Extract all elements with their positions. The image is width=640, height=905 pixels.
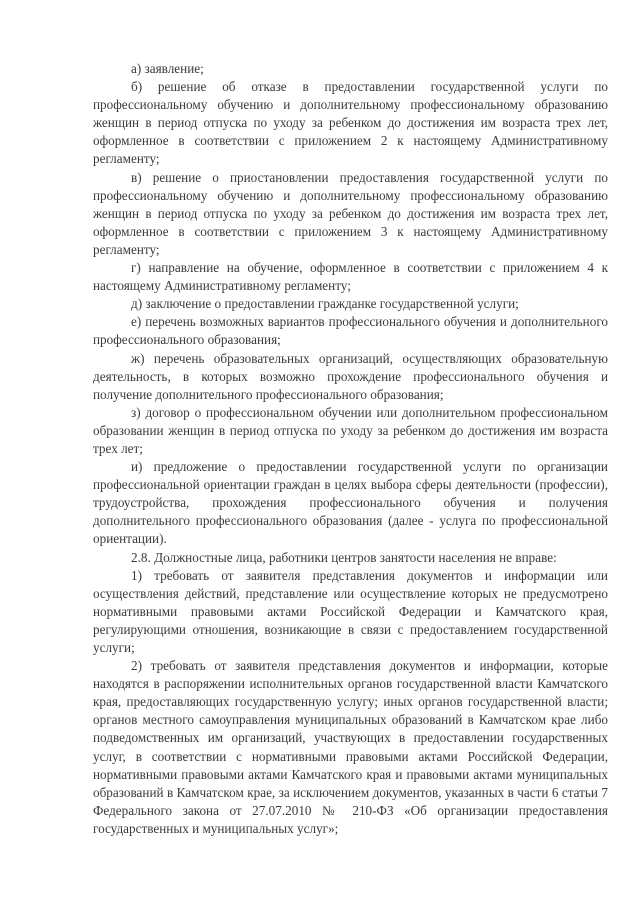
item-v-suspension-decision: в) решение о приостановлении предоставления государственной услуги по профессиональному обучению и дополнительному профессиональному образованию женщин в период отпуска по уходу за ребенком до достижения им возраста трех лет, оформленное в соответствии с приложением 3 к настоящему Административному регламенту; (93, 169, 608, 257)
item-z-training-contract: з) договор о профессиональном обучении или дополнительном профессиональном образовании женщин в период отпуска по уходу за ребенком до достижения им возраста трех лет; (93, 404, 608, 456)
document-page (93, 60, 608, 838)
item-a-application: а) заявление; (131, 61, 204, 76)
prohibition-2: 2) требовать от заявителя представления документов и информации, которые находятся в распоряжении исполнительных органов государственной власти Камчатского края, предоставляющих государственную услугу; иных органов государственной власти; органов местного самоуправления муниципальных образований в Камчатском крае либо подведомственных им организаций, участвующих в предоставлении государственных услуг, в соответствии с нормативными правовыми актами Российской Федерации, нормативными правовыми актами Камчатского края и правовыми актами муниципальных образований в Камчатском крае, за исключением документов, указанных в части 6 статьи 7 Федерального закона от 27.07.2010 № 210-ФЗ «Об организации предоставления государственных и муниципальных услуг»; (93, 658, 608, 836)
item-b-refusal-decision: б) решение об отказе в предоставлении государственной услуги по профессиональному обучению и дополнительному профессиональному образованию женщин в период отпуска по уходу за ребенком до достижения им возраста трех лет, оформленное в соответствии с приложением 2 к настоящему Административному регламенту; (93, 79, 608, 167)
item-e-training-options-list: е) перечень возможных вариантов профессионального обучения и дополнительного профессионального образования; (93, 314, 608, 348)
item-d-service-conclusion: д) заключение о предоставлении гражданке государственной услуги; (131, 296, 519, 312)
item-zh-educational-organizations-list: ж) перечень образовательных организаций, осуществляющих образовательную деятельность, в которых возможно прохождение профессионального обучения и получение дополнительного профессионального образования; (93, 350, 608, 402)
section-2-8-heading: 2.8. Должностные лица, работники центров занятости населения не вправе: (131, 549, 557, 565)
item-i-career-guidance-offer: и) предложение о предоставлении государственной услуги по организации профессиональной ориентации граждан в целях выбора сферы деятельности (профессии), трудоустройства, прохождения профессионального обучения и получения дополнительного профессионального образования (далее - услуга по профессиональной ориентации). (93, 459, 608, 547)
prohibition-1: 1) требовать от заявителя представления документов и информации или осуществления действий, представление или осуществление которых не предусмотрено нормативными правовыми актами Российской Федерации и Камчатского края, регулирующими отношения, возникающие в связи с предоставлением государственной услуги; (93, 567, 608, 655)
item-g-training-referral: г) направление на обучение, оформленное в соответствии с приложением 4 к настоящему Административному регламенту; (93, 260, 608, 294)
